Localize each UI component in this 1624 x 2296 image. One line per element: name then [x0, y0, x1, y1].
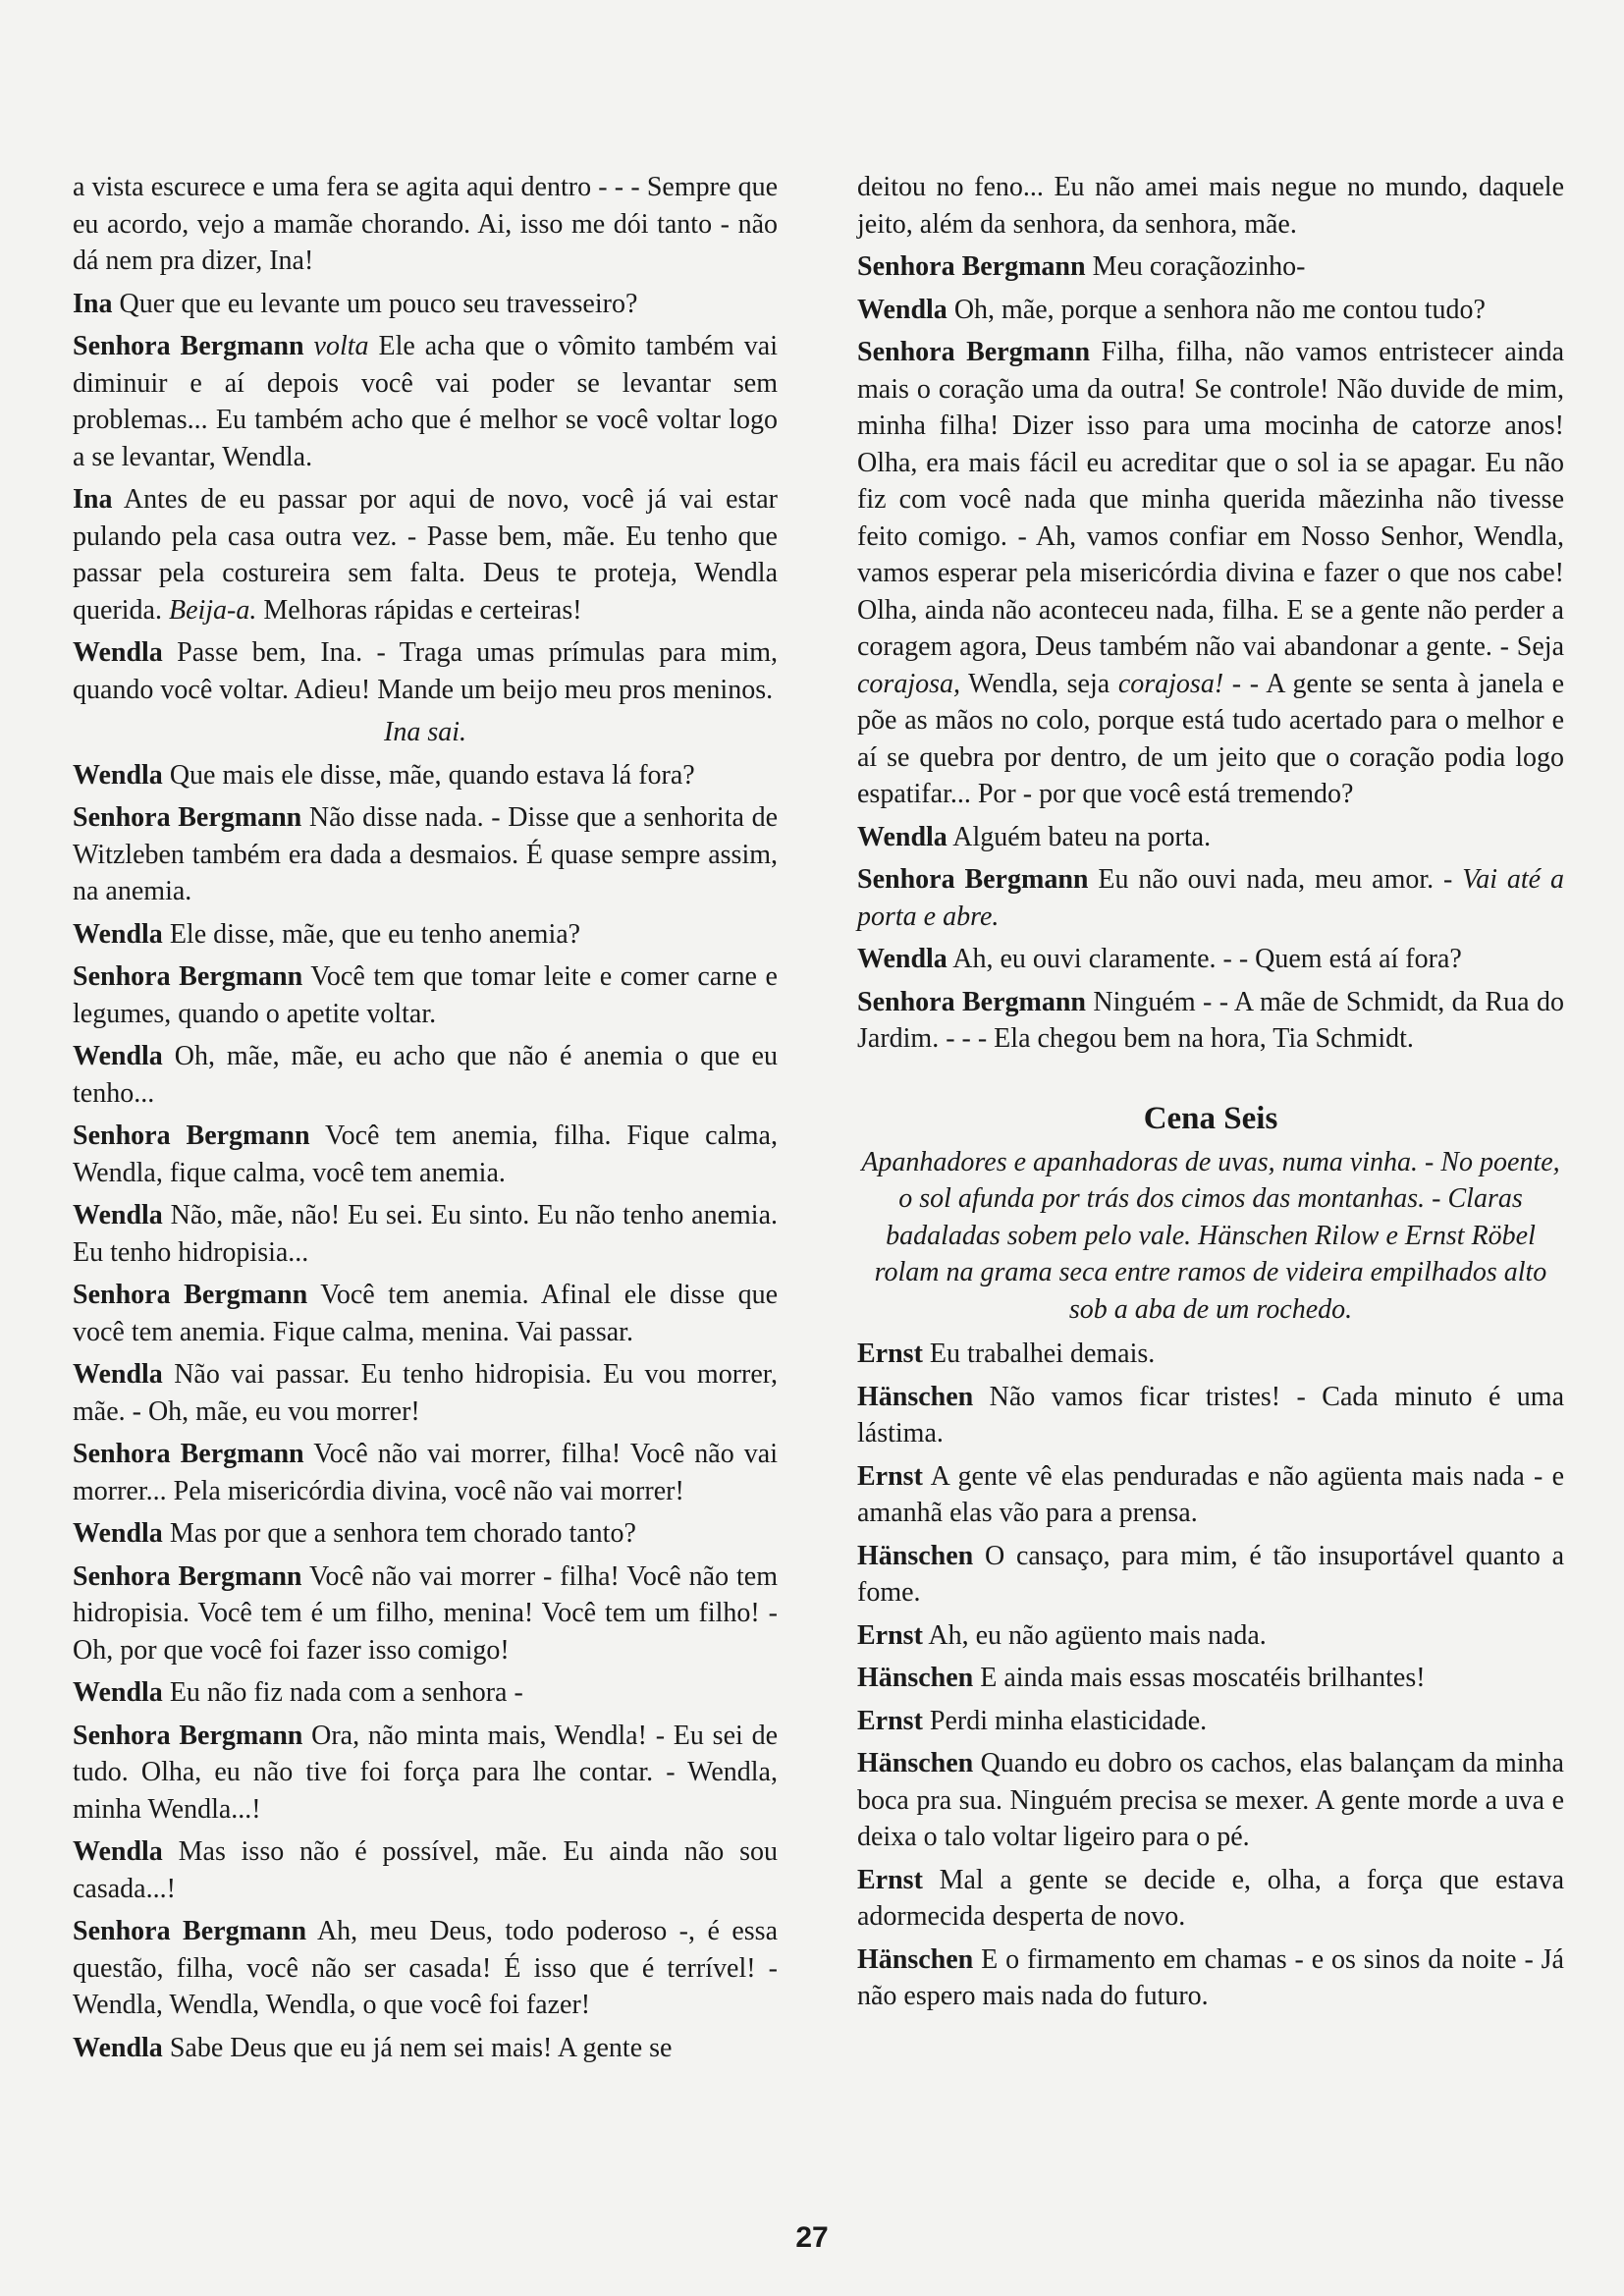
- dialogue-line: [73, 1833, 778, 1907]
- scene-stage-direction: Apanhadores e apanhadoras de uvas, numa vinha. - No poente, o sol afunda por trás dos cimos das montanhas. - Claras badaladas sobem pelo vale. Hänschen Rilow e Ernst Röbel rolam na grama seca entre ramos de videira empilhados alto sob a aba de um rochedo.: [861, 1146, 1560, 1325]
- dialogue-line: [73, 286, 778, 323]
- stage-direction-text: volta: [313, 331, 369, 361]
- dialogue-text: Ah, eu ouvi claramente. - - Quem está aí fora?: [947, 944, 1462, 974]
- speaker-name: Hänschen: [857, 1381, 974, 1412]
- stage-direction-text: Vai até a porta e abre.: [857, 864, 1564, 932]
- speaker-name: Hänschen: [857, 1748, 974, 1778]
- dialogue-text: Você não vai morrer - filha! Você não tem hidropisia. Você tem é um filho, menina! Você tem um filho! - Oh, por que você foi fazer isso comigo!: [73, 1560, 779, 1666]
- speaker-name: Ina: [73, 484, 113, 515]
- dialogue-line: [857, 292, 1564, 329]
- dialogue-text: Que mais ele disse, mãe, quando estava lá fora?: [162, 759, 695, 791]
- dialogue-line: [857, 1660, 1564, 1697]
- dialogue-line: [857, 1703, 1564, 1740]
- dialogue-text: E ainda mais essas moscatéis brilhantes!: [973, 1663, 1426, 1693]
- dialogue-line: [857, 941, 1564, 978]
- dialogue-line: [857, 984, 1564, 1058]
- dialogue-line: [73, 2030, 778, 2067]
- dialogue-line: [857, 861, 1564, 935]
- right-column-dialogue: [857, 169, 1564, 1058]
- dialogue-text: Ele acha que o vômito também vai diminuir e aí depois você vai poder se levantar sem problemas... Eu também acho que é melhor se você voltar logo a se levantar, Wendla.: [73, 331, 779, 472]
- speaker-name: Hänschen: [857, 1540, 974, 1571]
- speaker-name: Hänschen: [857, 1663, 974, 1693]
- speaker-name: Hänschen: [857, 1943, 974, 1975]
- dialogue-text: - - A gente se senta à janela e põe as mãos no colo, porque está tudo acertado para o melhor e aí se quebra por dentro, de um jeito que o coração podia logo espatifar... Por - por que você está tremendo?: [857, 668, 1564, 809]
- dialogue-line: [73, 1436, 778, 1509]
- speaker-name: Senhora Bergmann: [73, 1439, 304, 1469]
- dialogue-line: [857, 248, 1564, 286]
- dialogue-line: [857, 1941, 1564, 2015]
- dialogue-text: Não, mãe, não! Eu sei. Eu sinto. Eu não tenho anemia. Eu tenho hidropisia...: [73, 1200, 778, 1268]
- speaker-name: Ernst: [857, 1619, 923, 1651]
- speaker-name: Wendla: [857, 821, 947, 852]
- dialogue-line: [73, 799, 778, 910]
- speaker-name: Wendla: [73, 2032, 163, 2063]
- speaker-name: Senhora Bergmann: [857, 986, 1086, 1017]
- speaker-name: Wendla: [73, 1677, 163, 1708]
- speaker-name: Senhora Bergmann: [73, 1916, 307, 1946]
- dialogue-text: Ora, não minta mais, Wendla! - Eu sei de tudo. Olha, eu não tive foi força para lhe contar. - Wendla, minha Wendla...!: [73, 1720, 778, 1825]
- dialogue-line: [73, 328, 778, 475]
- speaker-name: Wendla: [73, 1359, 163, 1390]
- speaker-name: Wendla: [73, 637, 163, 668]
- dialogue-line: [73, 958, 778, 1032]
- dialogue-line: [857, 819, 1564, 856]
- stage-direction-text: corajosa,: [857, 668, 960, 699]
- speaker-name: Wendla: [73, 1200, 163, 1230]
- dialogue-text: Eu trabalhei demais.: [922, 1339, 1156, 1369]
- dialogue-line: [857, 1862, 1564, 1936]
- dialogue-text: Passe bem, Ina. - Traga umas prímulas para mim, quando você voltar. Adieu! Mande um beijo meu pros meninos.: [73, 637, 778, 705]
- dialogue-text: Não disse nada. - Disse que a senhorita de Witzleben também era dada a desmaios. É quase sempre assim, na anemia.: [73, 802, 778, 906]
- dialogue-text: A gente vê elas penduradas e não agüenta mais nada - e amanhã elas vão para a prensa.: [857, 1460, 1564, 1528]
- speaker-name: Wendla: [73, 759, 163, 791]
- dialogue-text: Sabe Deus que eu já nem sei mais! A gente se: [162, 2032, 673, 2063]
- dialogue-text: Perdi minha elasticidade.: [922, 1705, 1208, 1736]
- dialogue-line: [73, 634, 778, 708]
- dialogue-text: [304, 331, 314, 361]
- dialogue-text: Quer que eu levante um pouco seu travesseiro?: [112, 288, 638, 319]
- speaker-name: Ernst: [857, 1864, 923, 1895]
- dialogue-text: Não vamos ficar tristes! - Cada minuto é uma lástima.: [857, 1381, 1564, 1449]
- dialogue-text: Ninguém - - A mãe de Schmidt, da Rua do Jardim. - - - Ela chegou bem na hora, Tia Schmidt.: [857, 986, 1564, 1054]
- speaker-name: Senhora Bergmann: [73, 1121, 310, 1151]
- speaker-name: Senhora Bergmann: [857, 337, 1091, 367]
- dialogue-text: Antes de eu passar por aqui de novo, você já vai estar pulando pela casa outra vez. - Passe bem, mãe. Eu tenho que passar pela costureira sem falta. Deus te proteja, Wendla querida.: [73, 484, 778, 626]
- dialogue-line: [73, 1718, 778, 1829]
- dialogue-line: [857, 1336, 1564, 1373]
- dialogue-line: [857, 334, 1564, 813]
- speaker-name: Senhora Bergmann: [73, 802, 302, 833]
- speaker-name: Wendla: [73, 1041, 163, 1071]
- dialogue-text: Ah, meu Deus, todo poderoso -, é essa questão, filha, você não ser casada! É isso que é terrível! - Wendla, Wendla, Wendla, o que você foi fazer!: [73, 1916, 778, 2020]
- speaker-name: Wendla: [73, 1836, 163, 1867]
- stage-direction-text: corajosa!: [1117, 668, 1224, 699]
- dialogue-text: Oh, mãe, mãe, eu acho que não é anemia o que eu tenho...: [73, 1041, 778, 1109]
- dialogue-line: [73, 481, 778, 629]
- speaker-name: Wendla: [73, 1518, 163, 1549]
- dialogue-text: Você não vai morrer, filha! Você não vai morrer... Pela misericórdia divina, você não vai morrer!: [73, 1439, 778, 1506]
- dialogue-line: [73, 916, 778, 954]
- dialogue-line: [857, 1745, 1564, 1856]
- speaker-name: Senhora Bergmann: [73, 1560, 302, 1592]
- dialogue-text: Você tem que tomar leite e comer carne e legumes, quando o apetite voltar.: [73, 961, 778, 1029]
- dialogue-line: [73, 1197, 778, 1271]
- dialogue-text: Meu coraçãozinho-: [1085, 251, 1306, 282]
- dialogue-text: Alguém bateu na porta.: [947, 821, 1212, 852]
- dialogue-text: E o firmamento em chamas - e os sinos da noite - Já não espero mais nada do futuro.: [857, 1943, 1564, 2011]
- dialogue-text: Eu não ouvi nada, meu amor. -: [1088, 864, 1463, 895]
- dialogue-text: Ele disse, mãe, que eu tenho anemia?: [162, 918, 581, 950]
- dialogue-line: [857, 1538, 1564, 1612]
- dialogue-line: [73, 1515, 778, 1553]
- dialogue-text: Mal a gente se decide e, olha, a força que estava adormecida desperta de novo.: [857, 1864, 1564, 1932]
- speaker-name: Senhora Bergmann: [857, 251, 1086, 282]
- speaker-name: Senhora Bergmann: [857, 864, 1089, 895]
- dialogue-line: [73, 1674, 778, 1712]
- dialogue-line: [73, 169, 778, 280]
- stage-direction-text: Beija-a.: [168, 594, 257, 626]
- dialogue-text: Mas por que a senhora tem chorado tanto?: [162, 1518, 636, 1549]
- dialogue-text: a vista escurece e uma fera se agita aqui dentro - - - Sempre que eu acordo, vejo a mamãe chorando. Ai, isso me dói tanto - não dá nem pra dizer, Ina!: [73, 172, 778, 276]
- dialogue-text: deitou no feno... Eu não amei mais negue no mundo, daquele jeito, além da senhora, da senhora, mãe.: [857, 172, 1564, 240]
- scene-dialogue: [857, 1336, 1564, 2015]
- dialogue-line: [73, 1277, 778, 1350]
- dialogue-text: Não vai passar. Eu tenho hidropisia. Eu vou morrer, mãe. - Oh, mãe, eu vou morrer!: [73, 1359, 778, 1427]
- speaker-name: Senhora Bergmann: [73, 1720, 303, 1751]
- left-column: [73, 169, 778, 2072]
- dialogue-line: [857, 1379, 1564, 1452]
- speaker-name: Senhora Bergmann: [73, 961, 303, 992]
- speaker-name: Ernst: [857, 1705, 923, 1736]
- scene-heading: Cena Seis: [1143, 1100, 1278, 1136]
- speaker-name: Ernst: [857, 1460, 923, 1492]
- speaker-name: Senhora Bergmann: [73, 1280, 308, 1310]
- stage-direction: [73, 714, 778, 751]
- dialogue-text: Melhoras rápidas e certeiras!: [256, 594, 582, 626]
- speaker-name: Wendla: [73, 918, 163, 950]
- dialogue-line: [857, 169, 1564, 243]
- dialogue-text: Você tem anemia. Afinal ele disse que você tem anemia. Fique calma, menina. Vai passar.: [73, 1280, 778, 1347]
- dialogue-text: O cansaço, para mim, é tão insuportável quanto a fome.: [857, 1540, 1564, 1608]
- speaker-name: Senhora Bergmann: [73, 331, 304, 361]
- dialogue-line: [73, 757, 778, 794]
- speaker-name: Ernst: [857, 1339, 923, 1369]
- dialogue-line: [857, 1458, 1564, 1532]
- dialogue-text: Wendla, seja: [960, 668, 1118, 699]
- dialogue-text: Eu não fiz nada com a senhora -: [162, 1677, 523, 1708]
- dialogue-text: Oh, mãe, porque a senhora não me contou tudo?: [947, 294, 1486, 325]
- dialogue-text: Ah, eu não agüento mais nada.: [922, 1619, 1267, 1651]
- dialogue-line: [857, 1617, 1564, 1655]
- dialogue-text: Mas isso não é possível, mãe. Eu ainda não sou casada...!: [73, 1836, 778, 1904]
- dialogue-text: Quando eu dobro os cachos, elas balançam da minha boca pra sua. Ninguém precisa se mexer. A gente morde a uva e deixa o talo voltar ligeiro para o pé.: [857, 1748, 1564, 1852]
- dialogue-line: [73, 1038, 778, 1112]
- speaker-name: Wendla: [857, 944, 947, 974]
- page-number: 27: [795, 2221, 829, 2254]
- dialogue-line: [73, 1913, 778, 2024]
- dialogue-line: [73, 1558, 778, 1669]
- speaker-name: Ina: [73, 288, 113, 319]
- dialogue-line: [73, 1118, 778, 1191]
- stage-direction-text: Ina sai.: [384, 717, 466, 747]
- dialogue-line: [73, 1356, 778, 1430]
- right-column: [857, 169, 1564, 2021]
- speaker-name: Wendla: [857, 294, 947, 325]
- dialogue-text: Filha, filha, não vamos entristecer ainda mais o coração uma da outra! Se controle! Não duvide de mim, minha filha! Dizer isso para uma mocinha de catorze anos! Olha, era mais fácil eu acreditar que o sol ia se apagar. Eu não fiz com você nada que minha querida mãezinha não tivesse feito comigo. - Ah, vamos confiar em Nosso Senhor, Wendla, vamos esperar pela misericórdia divina e fazer o que nos cabe! Olha, ainda não aconteceu nada, filha. E se a gente não perder a coragem agora, Deus também não vai abandonar a gente. - Seja: [857, 337, 1564, 662]
- dialogue-text: Você tem anemia, filha. Fique calma, Wendla, fique calma, você tem anemia.: [73, 1121, 778, 1188]
